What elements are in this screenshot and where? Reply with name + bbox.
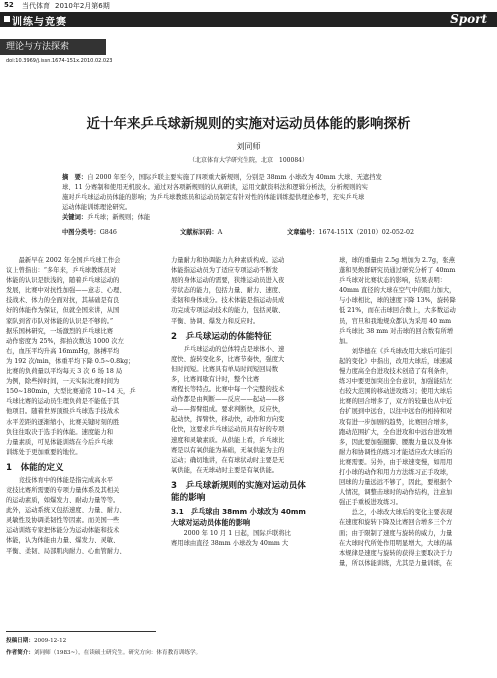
section-title: 训练与竞赛 [12,17,67,28]
section-band [0,12,497,27]
text-line: 球，球的重量由 2.5g 增加为 2.7g，张燕 [339,257,455,264]
column-tag: 理论与方法探索 [0,39,106,55]
journal-name: 当代体育 [22,2,50,10]
text-line: 多，比赛间歇有计时，整个比赛 [171,375,260,383]
abstract [62,173,446,223]
text-line: 比赛的回合增多了，双方的较量也从中近 [339,398,453,406]
abstract-line: 运动体能训练理论研究。 [62,204,132,211]
column-2 [171,256,311,549]
keywords-label: 关键词： [62,214,88,221]
text-line: 攻有进一步加剧的趋势，比赛回合增多， [339,418,453,426]
abstract-label: 摘 要： [62,174,88,181]
text-line: 功完成专项运动技术的能力，包括灵敏、 [171,307,285,315]
text-line: 负往往取决于选手的体能。速度能力和 [6,428,114,436]
text-line: 练习中要更加突出全台意识，加强能结左 [339,378,453,386]
text-line: 赛用球由直径 38mm 小球改为 40mm 大 [171,539,289,547]
text-line: 比赛的负荷量以平均每天 3 次 6 场 18 局 [6,368,123,376]
section-heading-3: 3 乒乓球新规则的实施对运动员体能的影响 [171,480,306,503]
text-line: 动作都是由判断——反应——起动——移 [171,396,285,404]
text-line: 慢力度高全台进攻技术创造了有利条件， [339,368,453,376]
text-line: 平衡、协调、爆发力和反应时。 [171,317,260,325]
text-line: 度快、旋转变化多，比赛节奏快，强度大 [171,355,285,363]
text-line: 打小球的动作和用力方法练习正手攻球， [339,468,453,476]
column-3 [339,256,479,569]
text-line: 氧供能，在无球动时主要是有氧供能。 [171,466,279,474]
text-line: 运动；确切地讲，在有球状动时主要是无 [171,456,285,464]
text-line: 40mm 直径的大球在空气中的阻力加大， [339,287,456,295]
text-line: 动作密度为 25%，挥拍次数达 1000 次左 [6,337,124,345]
text-line: 展的身体运动的需要，狭维运动员进入夜 [171,277,285,285]
text-line: 刘华德在《乒乓球改用大球后可能引 [339,347,453,355]
subsection-heading-3-1: 3.1 乒乓球由 38mm 小球改为 40mm 大球对运动员体能的影响 [171,506,306,527]
text-line: 强正手重板进攻练习。 [339,499,402,507]
article-number: 文章编号：1674-151X（2010）02-052-02 [287,229,415,236]
text-line: 在速度和旋转下降及比赛回合增多三个方 [339,519,453,527]
text-line: 多，因此要加强腿脚、腰腹力量以及身体 [339,438,453,446]
text-line: 蓬和吴焕群研究员通过研究分析了 40mm [339,267,456,275]
text-line: 发展，比赛中对抗性加强——意志、心理、 [6,287,126,295]
text-line: 右较大范围的移动进攻练习；使用大球后 [339,388,453,396]
article-author: 刘同师 [236,142,261,151]
text-line: 劳状态的能力，包括力量、耐力、速度、 [171,287,285,295]
text-line: 乒乓球对比赛状态的影响，结果表明： [339,277,447,285]
abstract-line [62,173,446,183]
text-line: 本规律是速度与旋转的获得主要取决于力 [339,549,453,557]
abstract-text: 自 2000 年至今，国际乒联主要实施了四项重大新规则，分别是 38mm 小球改为 40mm 大球、无遮挡发 [87,174,382,181]
text-line: 赛程长等特点。比赛中每一个完整的技术 [171,386,285,394]
text-line: 乒乓球运动的总体特点是球体小、速 [171,345,285,353]
section-heading-2: 2 乒乓球运动的体能特征 [171,331,272,342]
text-line: 但时间短。比赛具有单局时间短回局数 [171,365,279,373]
text-line: 回球的力量远远不够了，因此，要根据个 [339,479,453,487]
text-line: 化快，这要求乒乓球运动员具有好的专项 [171,426,285,434]
footnote-rule [6,631,156,632]
author-bio: 作者简介：刘同师（1983~），在读硕士研究生。研究方向：体育教育训练学。 [6,650,202,656]
section-square-icon [4,16,10,22]
text-line: 力量耐力和协调能力九种素质构成。运动 [171,257,285,264]
text-line: 运动训练专家把体能分为运动体能和技术 [6,527,120,535]
text-line: 150~180min，大型比赛通常 10~14 天，乒 [6,388,136,396]
page-number: 52 [4,1,14,9]
text-line: 员，官旦和我地规众都认为采用 40 mm [339,317,452,325]
text-line: 面；由于限制了速度与旋转的威力，力量 [339,529,453,537]
column-1 [6,256,146,557]
text-line: 水平差距的逐渐缩小，比赛关键时刻的胜 [6,418,120,426]
text-line: 乒乓球比 38 mm 对击球的回合数有所增 [339,327,454,335]
text-line: 低 21%，而在击球回合数上，大多数运动 [339,307,456,315]
text-line: 最新早在 2002 年全国乒乓球工作会 [6,257,121,264]
abstract-line: 施对乒乓球运动员体能的影响；为乒乓球教练员和运动员制定有针对性的体能训练提供理论参考，充实乒乓球 [62,194,365,201]
text-line: 台扩展到中远台，以往中远台的相持和对 [339,408,453,416]
sport-label: Sport [450,12,487,26]
text-line: 议上曾指出：“多年来，乒乓球教练员对 [6,267,117,275]
section-heading-1: 1 体能的定义 [6,462,64,473]
text-line: 跑动范围扩大，全台进攻和中远台进攻增 [339,428,453,436]
article-title: 近十年来乒乓球新规则的实施对运动员体能的影响探析 [86,116,411,132]
page-header [0,0,497,12]
text-line: 的运动素质，如爆发力、耐动力量等等。 [6,497,120,505]
text-line: 体能，认为体能由力量、爆发力、灵敏、 [6,537,120,545]
text-line: 力量素质，可见体能训练在今后乒乓球 [6,438,114,446]
text-line: 竞技体育中的体能是指完成高水平 [6,476,114,484]
text-line: 家队到省市队对体能的认识是不够的。” [6,317,114,325]
issue-date: 2010年2月第6期 [55,2,110,10]
text-line: 平衡、柔韧、局部肌肉耐力、心血管耐力、 [6,547,126,555]
text-line: 灵敏性及协调柔韧性等因素。而美国一些 [6,517,120,525]
text-line: 比赛需要。另外，由于球速变慢，如用用 [339,458,453,466]
text-line: 体能的认识是肤浅的，随着乒乓球运动的 [6,277,120,285]
text-line: 为例，除些掉时间，一天实际比赛时间为 [6,378,120,386]
text-line: 据乐国林研究，一场激烈的乒乓球比赛 [6,327,114,335]
text-line: 2000 年 10 月 1 日起，国际乒联将比 [171,529,291,537]
author-affiliation: （北京体育大学研究生院，北京 100084） [189,157,308,164]
text-line: 他项目。随着世界顶级乒乓球选手技战术 [6,408,120,416]
text-line: 速度和灵敏素质。从供能上看，乒乓球比 [171,436,285,444]
text-line: 技战术、体力的全面对抗，其基础是有良 [6,297,120,305]
text-line: 量，所以体能训练，尤其是力量训练，在 [339,559,453,567]
text-line: 与小球相比，球的速度下降 13%，旋转降 [339,297,456,305]
text-line: 训练处于更加重要的地位。 [6,448,82,456]
text-line: 人情况，调整击球时的动作结构，注意加 [339,489,453,497]
text-line: 好的体能作为保证，但就全国来讲，从国 [6,307,120,315]
text-line: 为 192 次/min，体重平均下降 0.5~0.8kg； [6,357,135,365]
text-line: 耐力和协调性的练习才能适应改大球后的 [339,448,453,456]
text-line: 乓球比赛的运动员生理负荷是不能低于其 [6,398,120,406]
text-line: 起的变化》中指出，改用大球后，球速减 [339,357,453,365]
text-line: 在大球时代所处作用明显增大，大球的基 [339,539,453,547]
doc-code: 文献标识码：A [180,229,223,236]
keywords-line [62,213,446,223]
text-line: 右，血压平均升高 16mmHg，脉搏平均 [6,347,120,355]
keywords: 乒乓球；新规则；体能 [87,214,151,221]
text-line: 竞技比赛所需要的专项力量体系及其相关 [6,486,120,494]
text-line: 柔韧和身体成分。技术体能是指运动员成 [171,297,285,305]
text-line: 加。 [339,337,352,345]
clc: 中图分类号：G846 [62,229,117,236]
text-line: 起动快，挥臂快，移动快，动作和方向变 [171,416,285,424]
abstract-line: 球、11 分赛制和使用无机胶水。通过对各项新规则的认真研读，运用文献资料法和逻辑分析法，分析规则的实 [62,184,368,191]
text-line: 此外，运动系统又包括速度、力量、耐力、 [6,507,126,515]
text-line: 赛是以有氧供能为基础，无氧供能为主的 [171,446,285,454]
doi: doi:10.3969/j.issn.1674-151x.2010.02.023 [6,58,113,64]
text-line: 动——挥臂组成。要求判断快，反应快， [171,406,285,414]
text-line: 体能指运动员为了适应专项运动不断发 [171,267,279,275]
text-line: 总之，小球改大球后的变化主要表现 [339,509,453,517]
received-date: 投稿日期：2009-12-12 [6,638,67,644]
